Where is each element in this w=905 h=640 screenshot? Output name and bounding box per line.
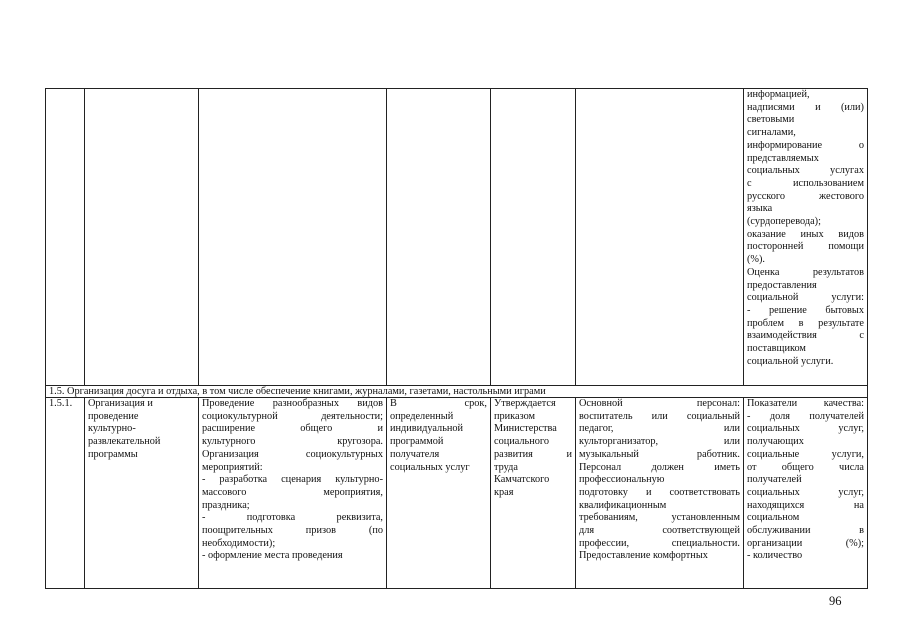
service-term <box>387 398 491 589</box>
section-header-row <box>46 386 868 398</box>
text-line: программы <box>88 448 138 460</box>
text-line: поставщиком <box>747 343 806 355</box>
text-line: оказание иных видов <box>747 228 864 240</box>
text-line: взаимодействия с <box>747 330 864 342</box>
text-line: Организация социокультурных <box>202 448 383 460</box>
text-line: квалификационным <box>579 499 667 511</box>
cell-description <box>199 89 387 386</box>
text-line: труда <box>494 461 518 473</box>
service-name-text <box>88 398 195 462</box>
text-line: поощрительных призов (по <box>202 525 383 537</box>
text-line: - количество <box>747 550 803 562</box>
text-line: необходимости); <box>202 537 276 549</box>
text-line: развлекательной <box>88 436 161 448</box>
text-line: социальной услуги: <box>747 292 864 304</box>
text-line: Камчатского <box>494 474 550 486</box>
service-conditions-text <box>579 398 740 563</box>
text-line: воспитатель или социальный <box>579 410 740 422</box>
text-line: организации (%); <box>747 537 864 549</box>
text-line: находящихся на <box>747 499 864 511</box>
service-term-text <box>390 398 487 474</box>
page-number: 96 <box>829 594 842 608</box>
text-line: социокультурной деятельности; <box>202 410 383 422</box>
text-line: Организация и <box>88 398 153 409</box>
text-line: надписями и (или) <box>747 101 864 113</box>
service-description <box>199 398 387 589</box>
text-line: представляемых <box>747 152 819 164</box>
continued-row <box>46 89 868 386</box>
text-line: социальных услуг <box>390 461 470 473</box>
text-line: - решение бытовых <box>747 304 864 316</box>
cell-tariff <box>491 89 576 386</box>
text-line: обслуживании в <box>747 525 864 537</box>
text-line: социальном <box>747 512 800 524</box>
text-line: языка <box>747 203 773 215</box>
text-line: программой <box>390 436 444 448</box>
service-number: 1.5.1. <box>46 398 85 589</box>
text-line: - подготовка реквизита, <box>202 512 383 524</box>
text-line: Персонал должен иметь <box>579 461 740 473</box>
text-line: информирование о <box>747 139 864 151</box>
text-line: с использованием <box>747 177 864 189</box>
text-line: сигналами, <box>747 127 796 139</box>
service-name <box>85 398 199 589</box>
text-line: Оценка результатов <box>747 266 864 278</box>
services-table <box>45 88 868 589</box>
text-line: требованиям, установленным <box>579 512 740 524</box>
text-line: социального <box>494 436 550 448</box>
text-line: музыкальный работник. <box>579 448 740 460</box>
service-tariff-text <box>494 398 572 500</box>
service-conditions <box>576 398 744 589</box>
text-line: предоставления <box>747 279 817 291</box>
text-line: подготовку и соответствовать <box>579 486 740 498</box>
text-line: расширение общего и <box>202 423 383 435</box>
text-line: Показатели качества: <box>747 398 864 409</box>
text-line: получателя <box>390 448 440 460</box>
text-line: световыми <box>747 114 795 126</box>
text-line: педагог, или <box>579 423 740 435</box>
text-line: - оформление места проведения <box>202 550 343 562</box>
text-line: профессиональную <box>579 474 665 486</box>
text-line: от общего числа <box>747 461 864 473</box>
text-line: В срок, <box>390 398 487 409</box>
text-line: проведение <box>88 410 139 422</box>
cell-conditions <box>576 89 744 386</box>
text-line: определенный <box>390 410 454 422</box>
text-line: Предоставление комфортных <box>579 550 708 562</box>
text-line: социальные услуги, <box>747 448 864 460</box>
text-line: (%). <box>747 254 766 266</box>
text-line: культурного кругозора. <box>202 436 383 448</box>
text-line: для соответствующей <box>579 525 740 537</box>
text-line: информацией, <box>747 89 810 100</box>
text-line: (сурдоперевода); <box>747 216 821 228</box>
text-line: культурно- <box>88 423 136 435</box>
service-quality-indicators-text <box>747 398 864 563</box>
text-line: получателей <box>747 474 802 486</box>
text-line: русского жестового <box>747 190 864 202</box>
text-line: - доля получателей <box>747 410 864 422</box>
text-line: Проведение разнообразных видов <box>202 398 383 409</box>
text-line: Министерства <box>494 423 557 435</box>
text-line: профессии, специальности. <box>579 537 740 549</box>
text-line: края <box>494 486 514 498</box>
text-line: мероприятий: <box>202 461 263 473</box>
text-line: массового мероприятия, <box>202 486 383 498</box>
text-line: посторонней помощи <box>747 241 864 253</box>
text-line: индивидуальной <box>390 423 464 435</box>
text-line: культорганизатор, или <box>579 436 740 448</box>
text-line: социальных услуг, <box>747 486 864 498</box>
text-line: развития и <box>494 448 572 460</box>
text-line: социальной услуги. <box>747 355 834 367</box>
text-line: Основной персонал: <box>579 398 740 409</box>
service-tariff <box>491 398 576 589</box>
cell-service-name <box>85 89 199 386</box>
cell-quality-indicators <box>744 89 868 386</box>
service-quality-indicators <box>744 398 868 589</box>
cell-term <box>387 89 491 386</box>
service-row-1-5-1 <box>46 398 868 589</box>
quality-indicators-text <box>747 89 864 368</box>
text-line: социальных услугах <box>747 165 864 177</box>
text-line: праздника; <box>202 499 250 511</box>
service-description-text <box>202 398 383 563</box>
text-line: получающих <box>747 436 804 448</box>
text-line: - разработка сценария культурно- <box>202 474 383 486</box>
text-line: Утверждается <box>494 398 556 409</box>
section-header: 1.5. Организация досуга и отдыха, в том числе обеспечение книгами, журналами, газетами, настольными играми <box>46 386 868 398</box>
cell-number <box>46 89 85 386</box>
text-line: социальных услуг, <box>747 423 864 435</box>
text-line: приказом <box>494 410 536 422</box>
text-line: проблем в результате <box>747 317 864 329</box>
